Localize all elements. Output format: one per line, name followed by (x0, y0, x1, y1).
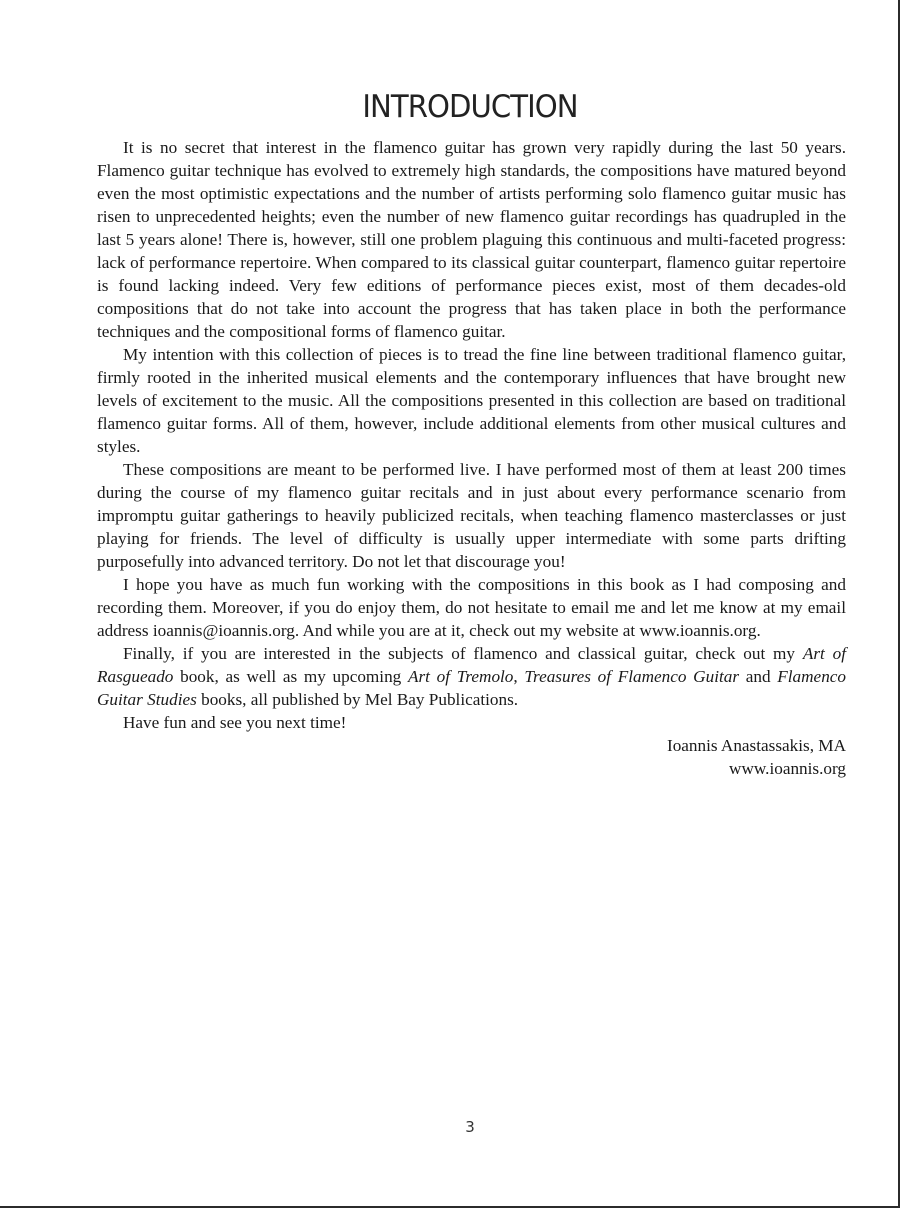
paragraph-5-text-2: book, as well as my upcoming (173, 667, 408, 686)
paragraph-1: It is no secret that interest in the flamenco guitar has grown very rapidly during the last 50 years. Flamenco guitar technique has evolved to extremely high standards, the compositions have matured beyond even the most optimistic expectations and the number of artists performing solo flamenco guitar music has risen to unprecedented heights; even the number of new flamenco guitar recordings has quadrupled in the last 5 years alone! There is, however, still one problem plaguing this continuous and multi-faceted progress: lack of performance repertoire. When compared to its classical guitar counterpart, flamenco guitar repertoire is found lacking indeed. Very few editions of performance pieces exist, most of them decades-old compositions that do not take into account the progress that has taken place in both the performance techniques and the compositional forms of flamenco guitar. (97, 138, 846, 341)
book-title-treasures: Treasures of Flamenco Guitar (524, 667, 740, 686)
paragraph-5 (97, 642, 846, 711)
paragraph-5-text-4: books, all published by Mel Bay Publications. (196, 690, 519, 709)
paragraph-5-text-3: and (739, 667, 778, 686)
paragraph-5-separator: , (513, 667, 525, 686)
signature-name: Ioannis Anastassakis, MA (666, 736, 846, 755)
introduction-body (97, 136, 846, 780)
paragraph-3: These compositions are meant to be performed live. I have performed most of them at least 200 times during the course of my flamenco guitar recitals and in just about every performance scenario from impromptu guitar gatherings to heavily publicized recitals, when teaching flamenco masterclasses or just playing for friends. The level of difficulty is usually upper intermediate with some parts drifting purposefully into advanced territory. Do not let that discourage you! (97, 460, 846, 571)
signature-website: www.ioannis.org (729, 759, 846, 778)
book-title-art-of-tremolo: Art of Tremolo (407, 667, 514, 686)
book-title-studies: Flamenco Guitar Studies (97, 667, 847, 709)
paragraph-5-text-1: Finally, if you are interested in the subjects of flamenco and classical guitar, check out my (123, 644, 803, 663)
book-title-art-of-rasgueado: Art of Rasgueado (97, 644, 846, 686)
page-title: INTRODUCTION (362, 88, 578, 125)
paragraph-4: I hope you have as much fun working with the compositions in this book as I had composing and recording them. Moreover, if you do enjoy them, do not hesitate to email me and let me know at my email address ioannis@ioannis.org. And while you are at it, check out my website at www.ioannis.org. (97, 575, 846, 640)
paragraph-2: My intention with this collection of pieces is to tread the fine line between traditional flamenco guitar, firmly rooted in the inherited musical elements and the contemporary influences that have brought new levels of excitement to the music. All the compositions presented in this collection are based on traditional flamenco guitar forms. All of them, however, include additional elements from other musical cultures and styles. (97, 345, 846, 456)
page-number: 3 (465, 1118, 475, 1136)
paragraph-6: Have fun and see you next time! (123, 713, 347, 732)
